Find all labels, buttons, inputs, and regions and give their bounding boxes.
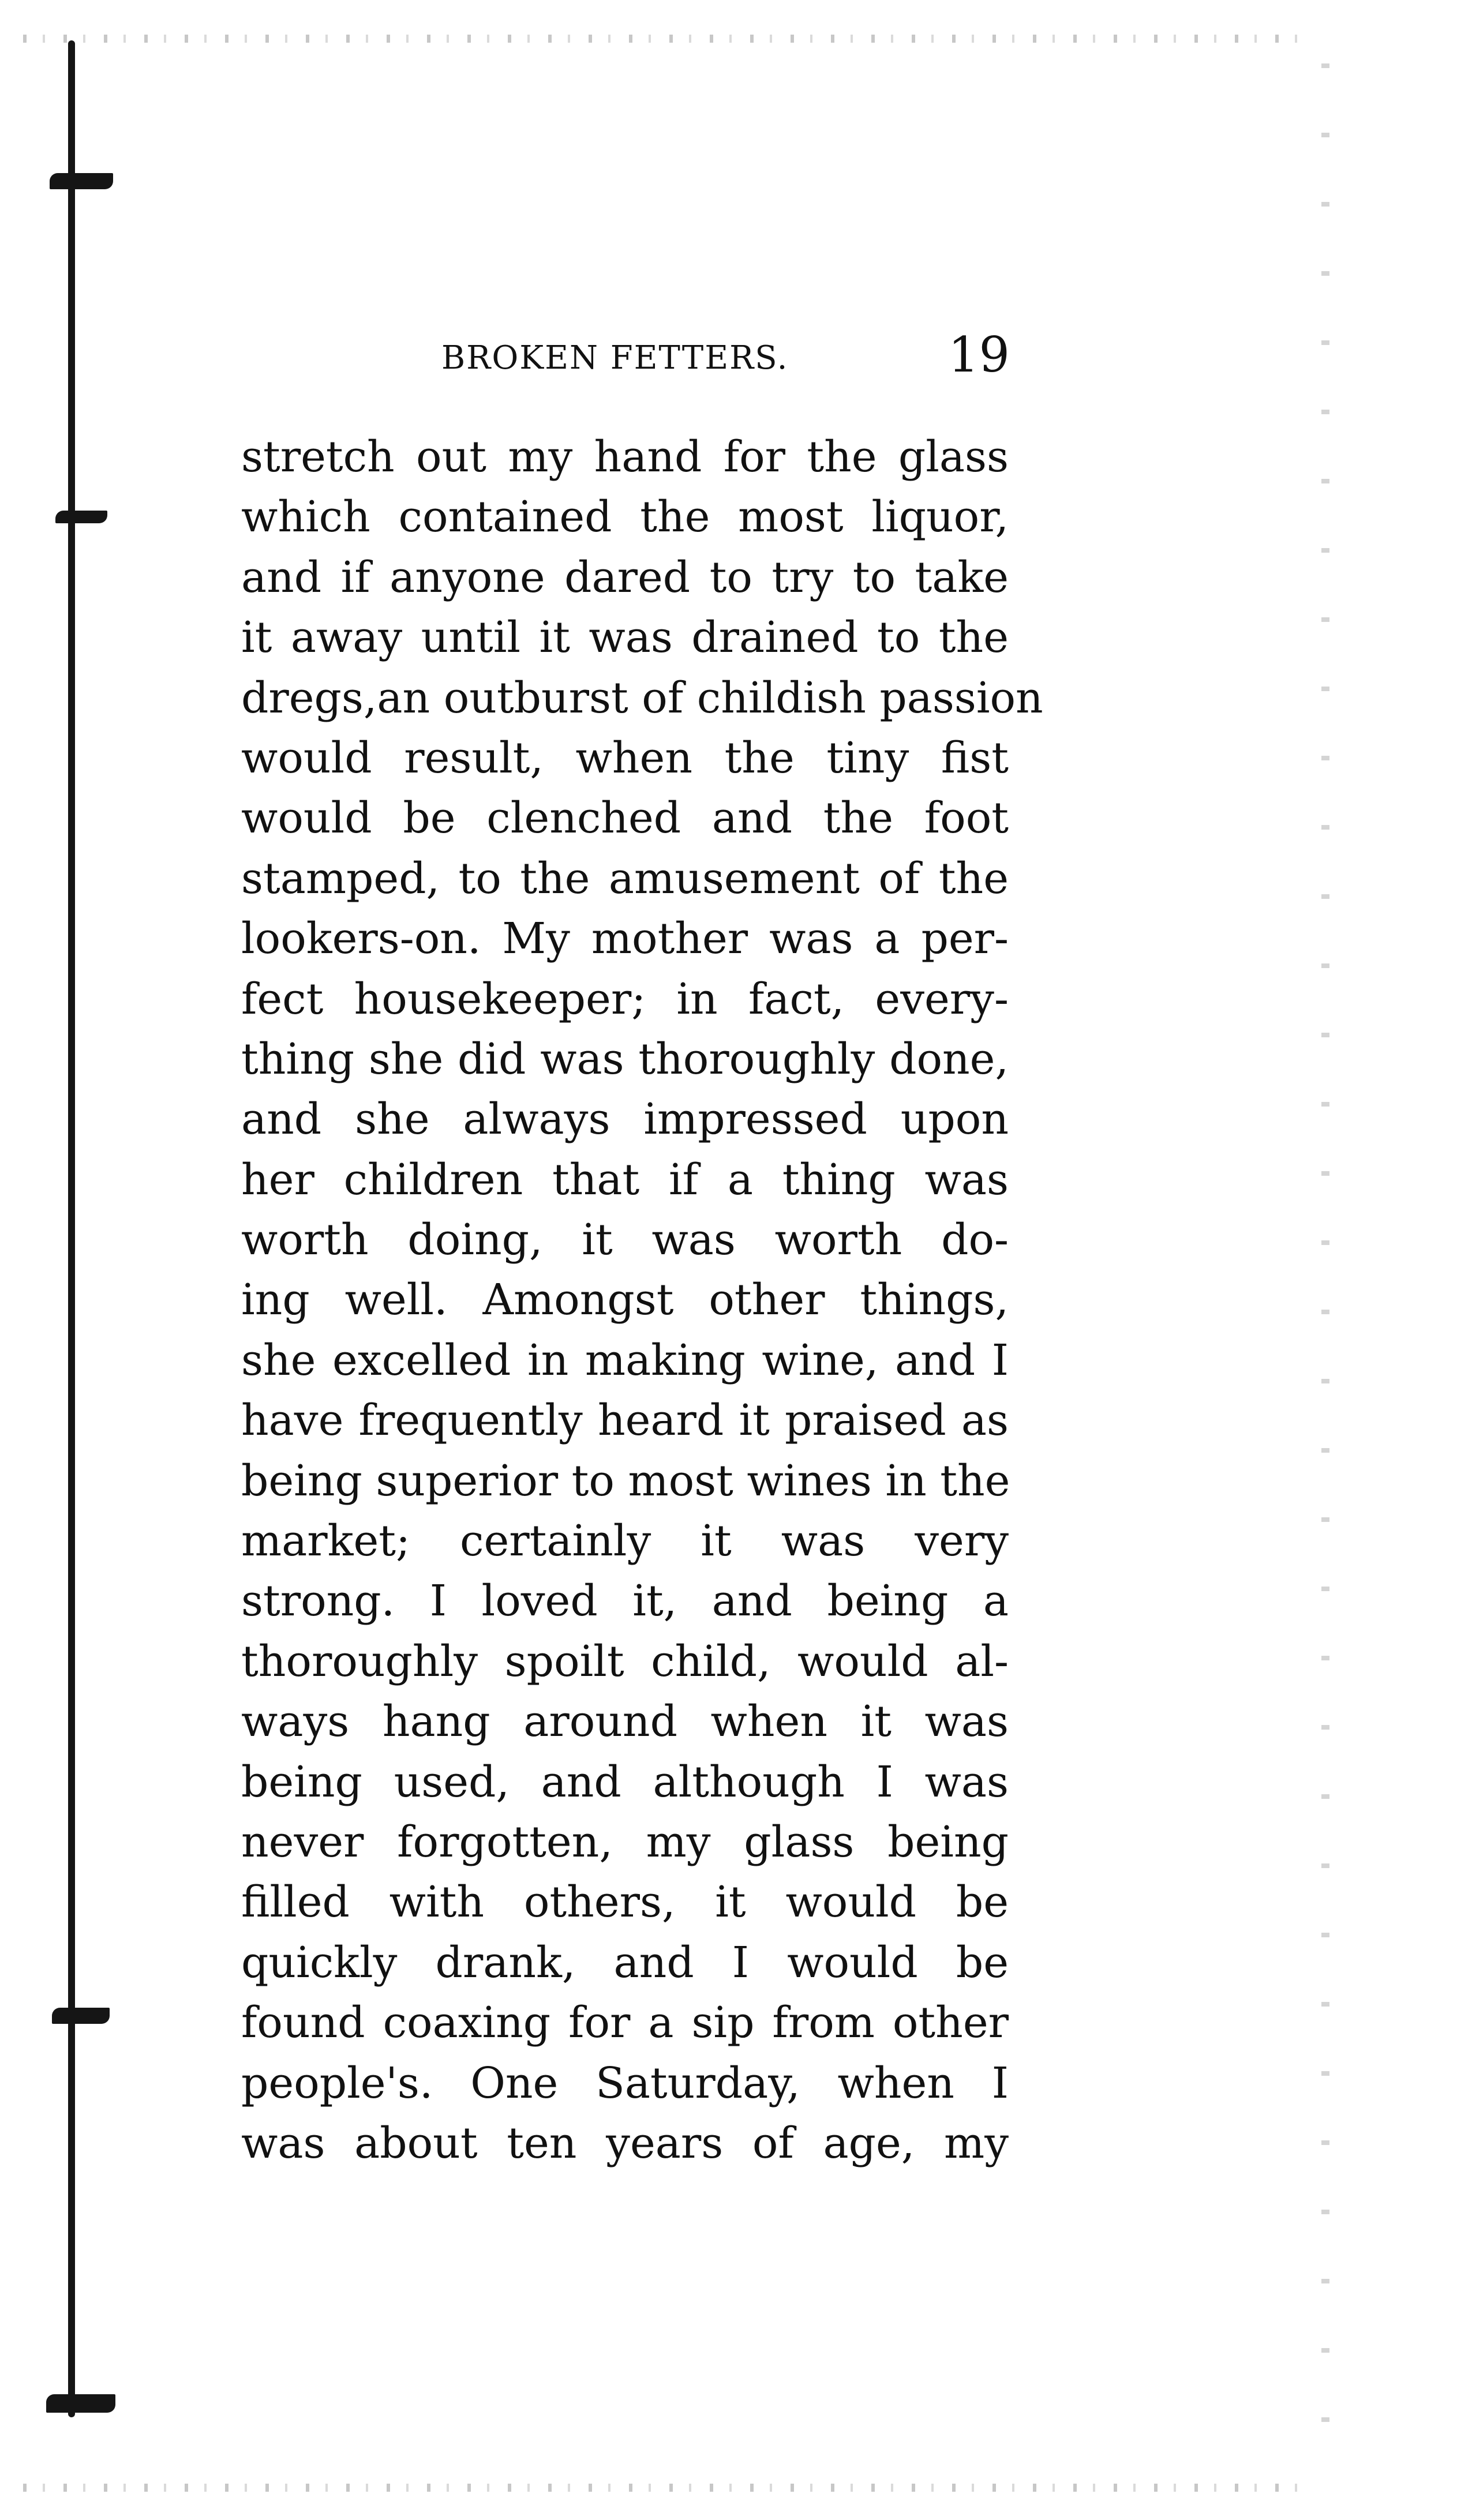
text-line: would result, when the tiny fist (241, 733, 1009, 783)
text-line: thing she did was thoroughly done, (241, 1034, 1009, 1084)
text-line: people's. One Saturday, when I (241, 2058, 1009, 2108)
text-line: fect housekeeper; in fact, every- (241, 974, 1009, 1024)
scan-noise-top (23, 35, 1316, 43)
text-line: lookers-on. My mother was a per- (241, 914, 1009, 964)
running-head: BROKEN FETTERS. (441, 339, 789, 377)
text-line: have frequently heard it praised as (241, 1396, 1009, 1446)
text-line: found coaxing for a sip from other (241, 1998, 1009, 2048)
binding-stitch (50, 173, 113, 189)
text-line: stamped, to the amusement of the (241, 853, 1009, 903)
text-line: quickly drank, and I would be (241, 1937, 1009, 1987)
body-text (241, 427, 1043, 2173)
text-line: which contained the most liquor, (241, 492, 1009, 542)
text-line: would be clenched and the foot (241, 793, 1009, 843)
page-number: 19 (948, 327, 1010, 383)
scan-noise-bottom (23, 2484, 1316, 2492)
binding-thread (68, 40, 75, 2417)
page-header (248, 323, 1010, 387)
binding-stitch (52, 2008, 110, 2024)
text-line: ing well. Amongst other things, (241, 1275, 1009, 1325)
text-line: worth doing, it was worth do- (241, 1215, 1009, 1265)
binding-stitch (46, 2394, 115, 2413)
text-line: stretch out my hand for the glass (241, 432, 1009, 482)
text-line: her children that if a thing was (241, 1154, 1009, 1205)
scan-noise-right-edge (1321, 63, 1329, 2458)
text-line: thoroughly spoilt child, would al- (241, 1636, 1009, 1686)
text-line: it away until it was drained to the (241, 613, 1009, 663)
text-line: strong. I loved it, and being a (241, 1576, 1009, 1626)
text-line: and she always impressed upon (241, 1094, 1009, 1145)
text-line: being used, and although I was (241, 1757, 1009, 1807)
text-line: was about ten years of age, my (241, 2118, 1009, 2168)
text-line: and if anyone dared to try to take (241, 552, 1009, 602)
text-line: filled with others, it would be (241, 1877, 1009, 1927)
text-line: being superior to most wines in the (241, 1456, 1010, 1506)
binding-stitch (55, 511, 107, 523)
text-line: market; certainly it was very (241, 1516, 1009, 1566)
text-line: never forgotten, my glass being (241, 1817, 1009, 1867)
text-line: dregs,an outburst of childish passion (241, 673, 1043, 723)
text-line: ways hang around when it was (241, 1697, 1009, 1747)
text-line: she excelled in making wine, and I (241, 1335, 1009, 1385)
